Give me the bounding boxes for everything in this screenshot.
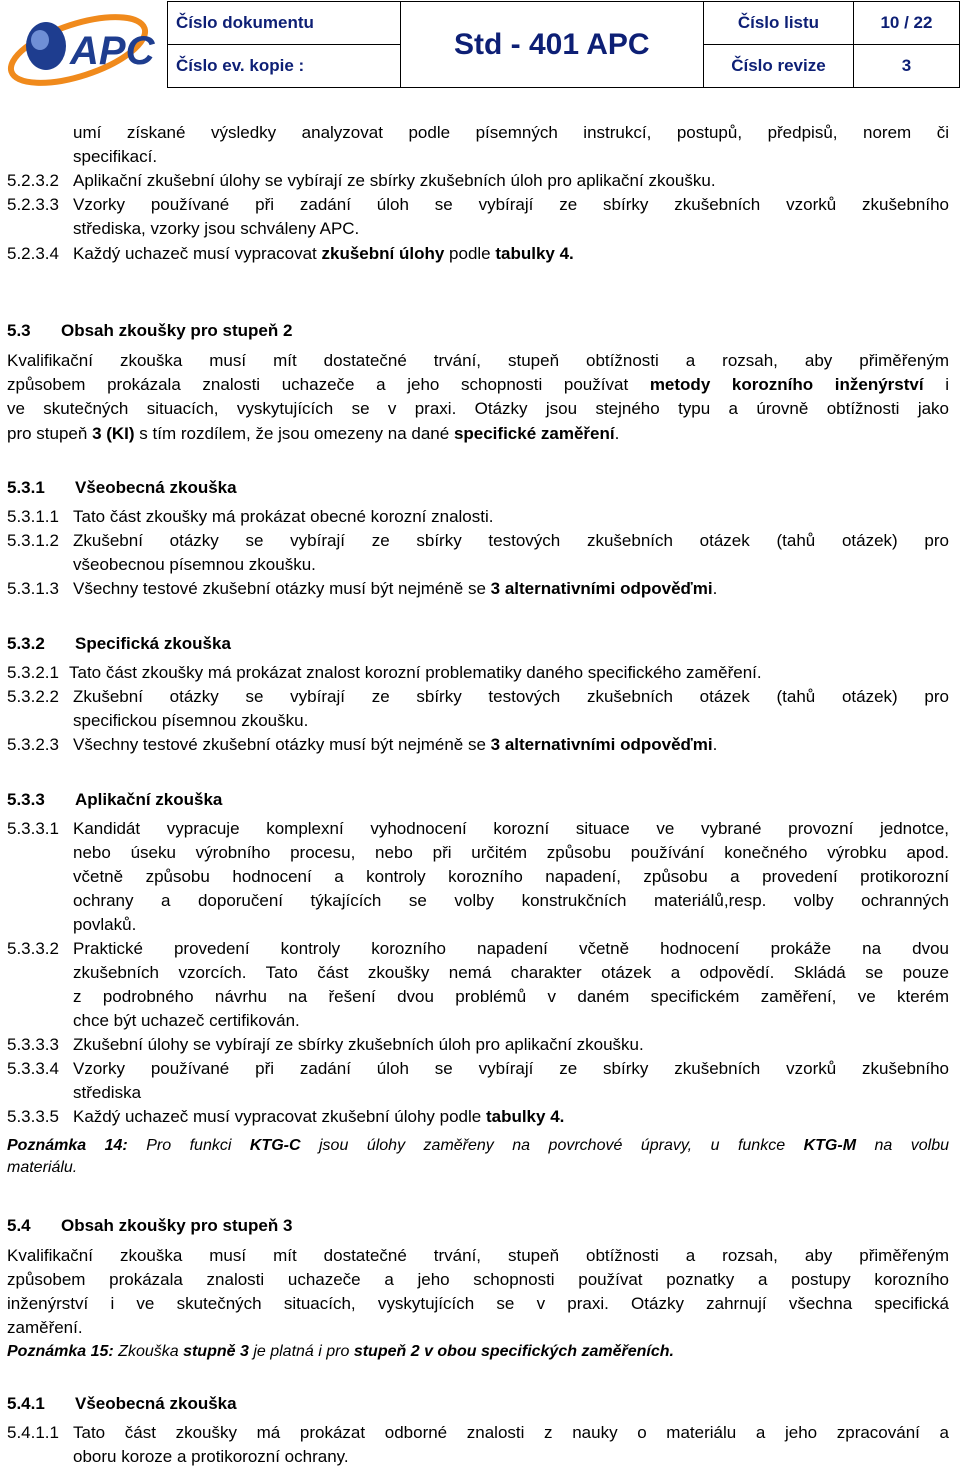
svg-text:APC: APC — [70, 29, 155, 73]
text-line: nebo úseku výrobního procesu, nebo při určitém způsobu používání konečného výrobku apod. — [73, 843, 949, 862]
text-line: specifikací. — [73, 147, 158, 166]
section-heading-5-4: 5.4 Obsah zkoušky pro stupeň 3 — [7, 1216, 293, 1235]
text-line: oboru koroze a protikorozní ochrany. — [73, 1447, 349, 1466]
paragraph-5-2-3-2: 5.2.3.2 Aplikační zkušební úlohy se vybírají ze sbírky zkušebních úloh pro aplikační zkoušku. — [7, 171, 716, 190]
standard-id: Std - 401 APC — [400, 2, 703, 88]
paragraph-5-3-2-2: 5.3.2.2 Zkušební otázky se vybírají ze sbírky testových zkušebních otázek (tahů otázek) pro — [7, 687, 949, 706]
text-line: střediska — [73, 1083, 142, 1102]
text-line: Kvalifikační zkouška musí mít dostatečné trvání, stupeň obtížnosti a rozsah, aby přiměřeným — [7, 351, 949, 370]
paragraph-5-3-2-1: 5.3.2.1 Tato část zkoušky má prokázat znalost korozní problematiky daného specifického zaměření. — [7, 663, 762, 682]
paragraph-5-3-3-4: 5.3.3.4 Vzorky používané při zadání úloh se vybírají ze sbírky zkušebních vzorků zkušebního — [7, 1059, 949, 1078]
section-heading-5-3-1: 5.3.1 Všeobecná zkouška — [7, 478, 237, 497]
doc-number-label: Číslo dokumentu — [168, 2, 401, 45]
text-line: umí získané výsledky analyzovat podle písemných instrukcí, postupů, předpisů, norem či — [73, 123, 949, 142]
apc-logo — [6, 2, 166, 92]
text-line: způsobem prokázala znalosti uchazeče a jeho schopnosti používat metody korozního inženýrství i — [7, 375, 949, 394]
document-header — [0, 0, 960, 96]
sheet-label: Číslo listu — [704, 2, 854, 45]
text-line: Kvalifikační zkouška musí mít dostatečné trvání, stupeň obtížnosti a rozsah, aby přiměřeným — [7, 1246, 949, 1265]
paragraph-5-2-3-3: 5.2.3.3 Vzorky používané při zadání úloh se vybírají ze sbírky zkušebních vzorků zkušebního — [7, 195, 949, 214]
paragraph-5-3-1-3: 5.3.1.3 Všechny testové zkušební otázky musí být nejméně se 3 alternativními odpověďmi. — [7, 579, 718, 598]
section-heading-5-3-2: 5.3.2 Specifická zkouška — [7, 634, 231, 653]
paragraph-5-4-1-1: 5.4.1.1 Tato část zkoušky má prokázat odborné znalosti z nauky o materiálu a jeho zpracování a — [7, 1423, 949, 1442]
paragraph-5-3-3-3: 5.3.3.3 Zkušební úlohy se vybírají ze sbírky zkušebních úloh pro aplikační zkoušku. — [7, 1035, 644, 1054]
revision-value: 3 — [853, 45, 959, 88]
paragraph-5-3-1-1: 5.3.1.1 Tato část zkoušky má prokázat obecné korozní znalosti. — [7, 507, 494, 526]
text-line: chce být uchazeč certifikován. — [73, 1011, 300, 1030]
text-line: všeobecnou písemnou zkoušku. — [73, 555, 316, 574]
text-line: inženýrství i ve skutečných situacích, vyskytujících se v praxi. Otázky zahrnují všechna specifická — [7, 1294, 949, 1313]
paragraph-5-3-2-3: 5.3.2.3 Všechny testové zkušební otázky musí být nejméně se 3 alternativními odpověďmi. — [7, 735, 718, 754]
note-14: Poznámka 14: Pro funkci KTG-C jsou úlohy zaměřeny na povrchové úpravy, u funkce KTG-M na volbu — [7, 1137, 950, 1154]
copy-number-label: Číslo ev. kopie : — [168, 45, 401, 88]
sheet-value: 10 / 22 — [853, 2, 959, 45]
revision-label: Číslo revize — [704, 45, 854, 88]
text-line: materiálu. — [7, 1159, 78, 1176]
paragraph-5-3-3-5: 5.3.3.5 Každý uchazeč musí vypracovat zkušební úlohy podle tabulky 4. — [7, 1107, 565, 1126]
text-line: pro stupeň 3 (KI) s tím rozdílem, že jsou omezeny na dané specifické zaměření. — [7, 424, 620, 443]
text-line: zaměření. — [7, 1318, 83, 1337]
text-line: ve skutečných situacích, vyskytujících se v praxi. Otázky jsou stejného typu a úrovně obtížnosti jako — [7, 399, 949, 418]
text-line: zkušebních vzorcích. Tato část zkoušky nemá charakter otázek a odpovědí. Skládá se pouze — [73, 963, 949, 982]
section-heading-5-3-3: 5.3.3 Aplikační zkouška — [7, 790, 223, 809]
paragraph-5-2-3-4: 5.2.3.4 Každý uchazeč musí vypracovat zkušební úlohy podle tabulky 4. — [7, 244, 574, 263]
text-line: z podrobného návrhu na řešení dvou problémů v daném specifickém zaměření, ve kterém — [73, 987, 949, 1006]
text-line: střediska, vzorky jsou schváleny APC. — [73, 219, 360, 238]
text-line: ochrany a doporučení týkajících se volby konstrukčních materiálů,resp. volby ochranných — [73, 891, 949, 910]
header-table — [167, 1, 960, 88]
text-line: způsobem prokázala znalosti uchazeče a jeho schopnosti používat poznatky a postupy korozního — [7, 1270, 949, 1289]
note-15: Poznámka 15: Zkouška stupně 3 je platná i pro stupeň 2 v obou specifických zaměřeních. — [7, 1343, 674, 1360]
section-heading-5-3: 5.3 Obsah zkoušky pro stupeň 2 — [7, 321, 293, 340]
text-line: specifickou písemnou zkoušku. — [73, 711, 309, 730]
text-line: povlaků. — [73, 915, 137, 934]
paragraph-5-3-3-1: 5.3.3.1 Kandidát vypracuje komplexní vyhodnocení korozní situace ve vybrané provozní jednotce, — [7, 819, 949, 838]
section-heading-5-4-1: 5.4.1 Všeobecná zkouška — [7, 1394, 237, 1413]
text-line: včetně způsobu hodnocení a kontroly korozního napadení, způsobu a provedení protikorozní — [73, 867, 949, 886]
paragraph-5-3-3-2: 5.3.3.2 Praktické provedení kontroly korozního napadení včetně hodnocení prokáže na dvou — [7, 939, 949, 958]
paragraph-5-3-1-2: 5.3.1.2 Zkušební otázky se vybírají ze sbírky testových zkušebních otázek (tahů otázek) pro — [7, 531, 949, 550]
